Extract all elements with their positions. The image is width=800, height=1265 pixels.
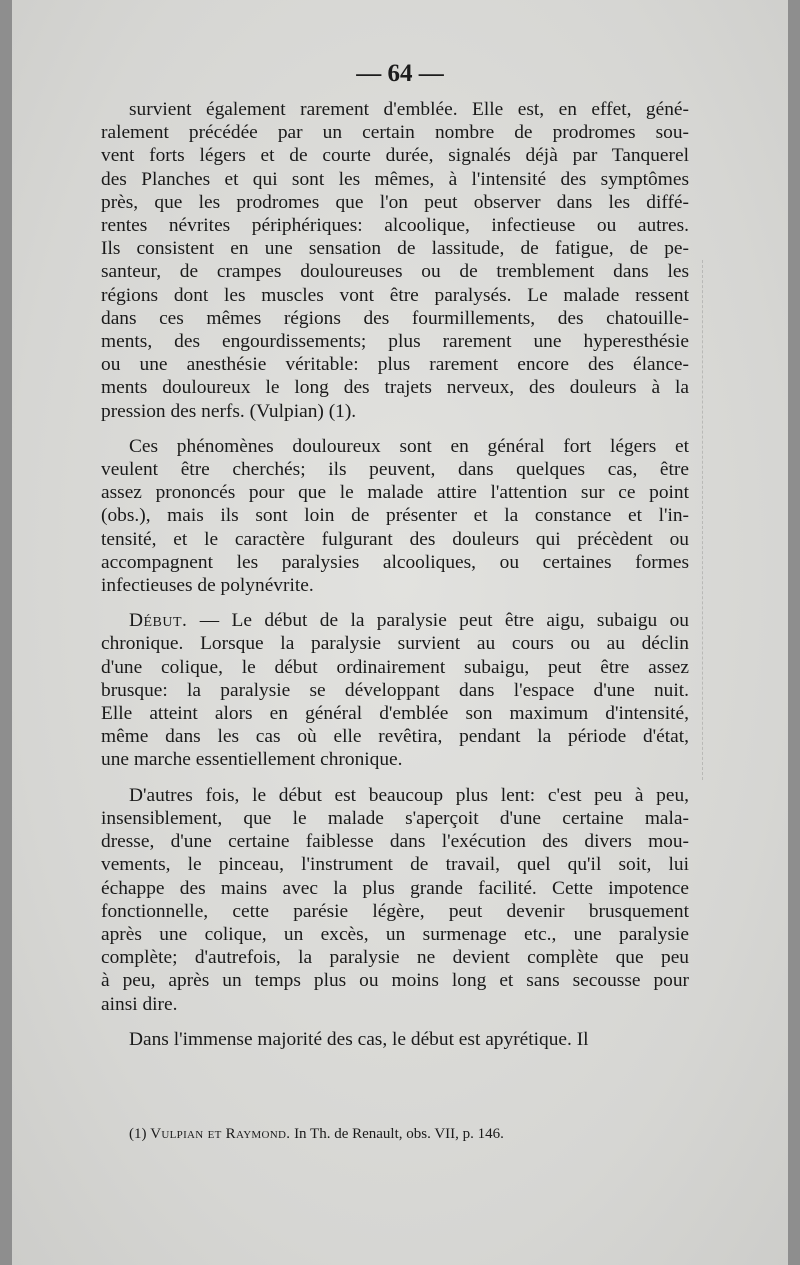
footnote-authors: Vulpian et Raymond. (150, 1126, 291, 1142)
paragraph-prodromes (101, 98, 689, 423)
text-line: vent forts légers et de courte durée, signalés déjà par Tanquerel (101, 145, 689, 167)
paragraph-slow-onset (101, 784, 689, 1016)
text-line: Ils consistent en une sensation de lassitude, de fatigue, de pe- (101, 238, 689, 260)
text-line: ainsi dire. (101, 993, 178, 1015)
paragraph-pain-phenomena (101, 435, 689, 597)
footnote (129, 1126, 689, 1143)
text-line: brusque: la paralysie se développant dans l'espace d'une nuit. (101, 679, 689, 701)
text-line: une marche essentiellement chronique. (101, 749, 403, 771)
text-line: ralement précédée par un certain nombre de prodromes sou- (101, 122, 689, 144)
text-line: après une colique, un excès, un surmenage etc., une paralysie (101, 923, 689, 945)
text-line: accompagnent les paralysies alcooliques, ou certaines formes (101, 551, 689, 573)
text-line: (obs.), mais ils sont loin de présenter et la constance et l'in- (101, 505, 689, 527)
body-text (101, 98, 689, 1051)
text-line: régions dont les muscles vont être paralysés. Le malade ressent (101, 284, 689, 306)
text-line: ments douloureux le long des trajets nerveux, des douleurs à la (101, 377, 689, 399)
page-number: — 64 — (356, 60, 444, 87)
text-line: insensiblement, que le malade s'aperçoit d'une certaine mala- (101, 807, 689, 829)
text-line: échappe des mains avec la plus grande facilité. Cette impotence (101, 877, 689, 899)
text-line: tensité, et le caractère fulgurant des douleurs qui précèdent ou (101, 528, 689, 550)
text-line: des Planches et qui sont les mêmes, à l'intensité des symptômes (101, 168, 689, 190)
text-line: D'autres fois, le début est beaucoup plus lent: c'est peu à peu, (129, 784, 689, 806)
text-line: veulent être cherchés; ils peuvent, dans quelques cas, être (101, 459, 689, 481)
text-line: même dans les cas où elle revêtira, pendant la période d'état, (101, 726, 689, 748)
text-line: d'une colique, le début ordinairement subaigu, peut être assez (101, 656, 689, 678)
text-line: dans ces mêmes régions des fourmillements, des chatouille- (101, 307, 689, 329)
text-line: dresse, d'une certaine faiblesse dans l'exécution des divers mou- (101, 831, 689, 853)
footnote-text: In Th. de Renault, obs. VII, p. 146. (290, 1126, 504, 1142)
text-line: Ces phénomènes douloureux sont en général fort légers et (129, 435, 689, 457)
text-line: complète; d'autrefois, la paralysie ne devient complète que peu (101, 947, 689, 969)
text-line: ments, des engourdissements; plus rarement une hyperesthésie (101, 331, 689, 353)
text-line: chronique. Lorsque la paralysie survient au cours ou au déclin (101, 633, 689, 655)
text-line: Début. — Le début de la paralysie peut être aigu, subaigu ou (129, 610, 689, 632)
text-line: santeur, de crampes douloureuses ou de tremblement dans les (101, 261, 689, 283)
text-line: à peu, après un temps plus ou moins long et sans secousse pour (101, 970, 689, 992)
text-line: assez prononcés pour que le malade attire l'attention sur ce point (101, 482, 689, 504)
paragraph-debut (101, 609, 689, 771)
text-line: près, que les prodromes que l'on peut observer dans les diffé- (101, 191, 689, 213)
text-line: ou une anesthésie véritable: plus rarement encore des élance- (101, 354, 689, 376)
paragraph-apyretic (101, 1028, 689, 1051)
text-line: Dans l'immense majorité des cas, le début est apyrétique. Il (129, 1028, 589, 1050)
text-line: fonctionnelle, cette parésie légère, peut devenir brusquement (101, 900, 689, 922)
book-page (12, 0, 788, 1265)
text-line: Elle atteint alors en général d'emblée son maximum d'intensité, (101, 703, 689, 725)
text-line: rentes névrites périphériques: alcoolique, infectieuse ou autres. (101, 215, 689, 237)
text-line: survient également rarement d'emblée. Elle est, en effet, géné- (129, 99, 689, 120)
text-line: vements, le pinceau, l'instrument de travail, quel qu'il soit, lui (101, 854, 689, 876)
footnote-marker: (1) (129, 1126, 147, 1142)
text-line: infectieuses de polynévrite. (101, 575, 314, 597)
text-line: pression des nerfs. (Vulpian) (1). (101, 400, 357, 422)
section-heading: Début. (129, 610, 188, 632)
